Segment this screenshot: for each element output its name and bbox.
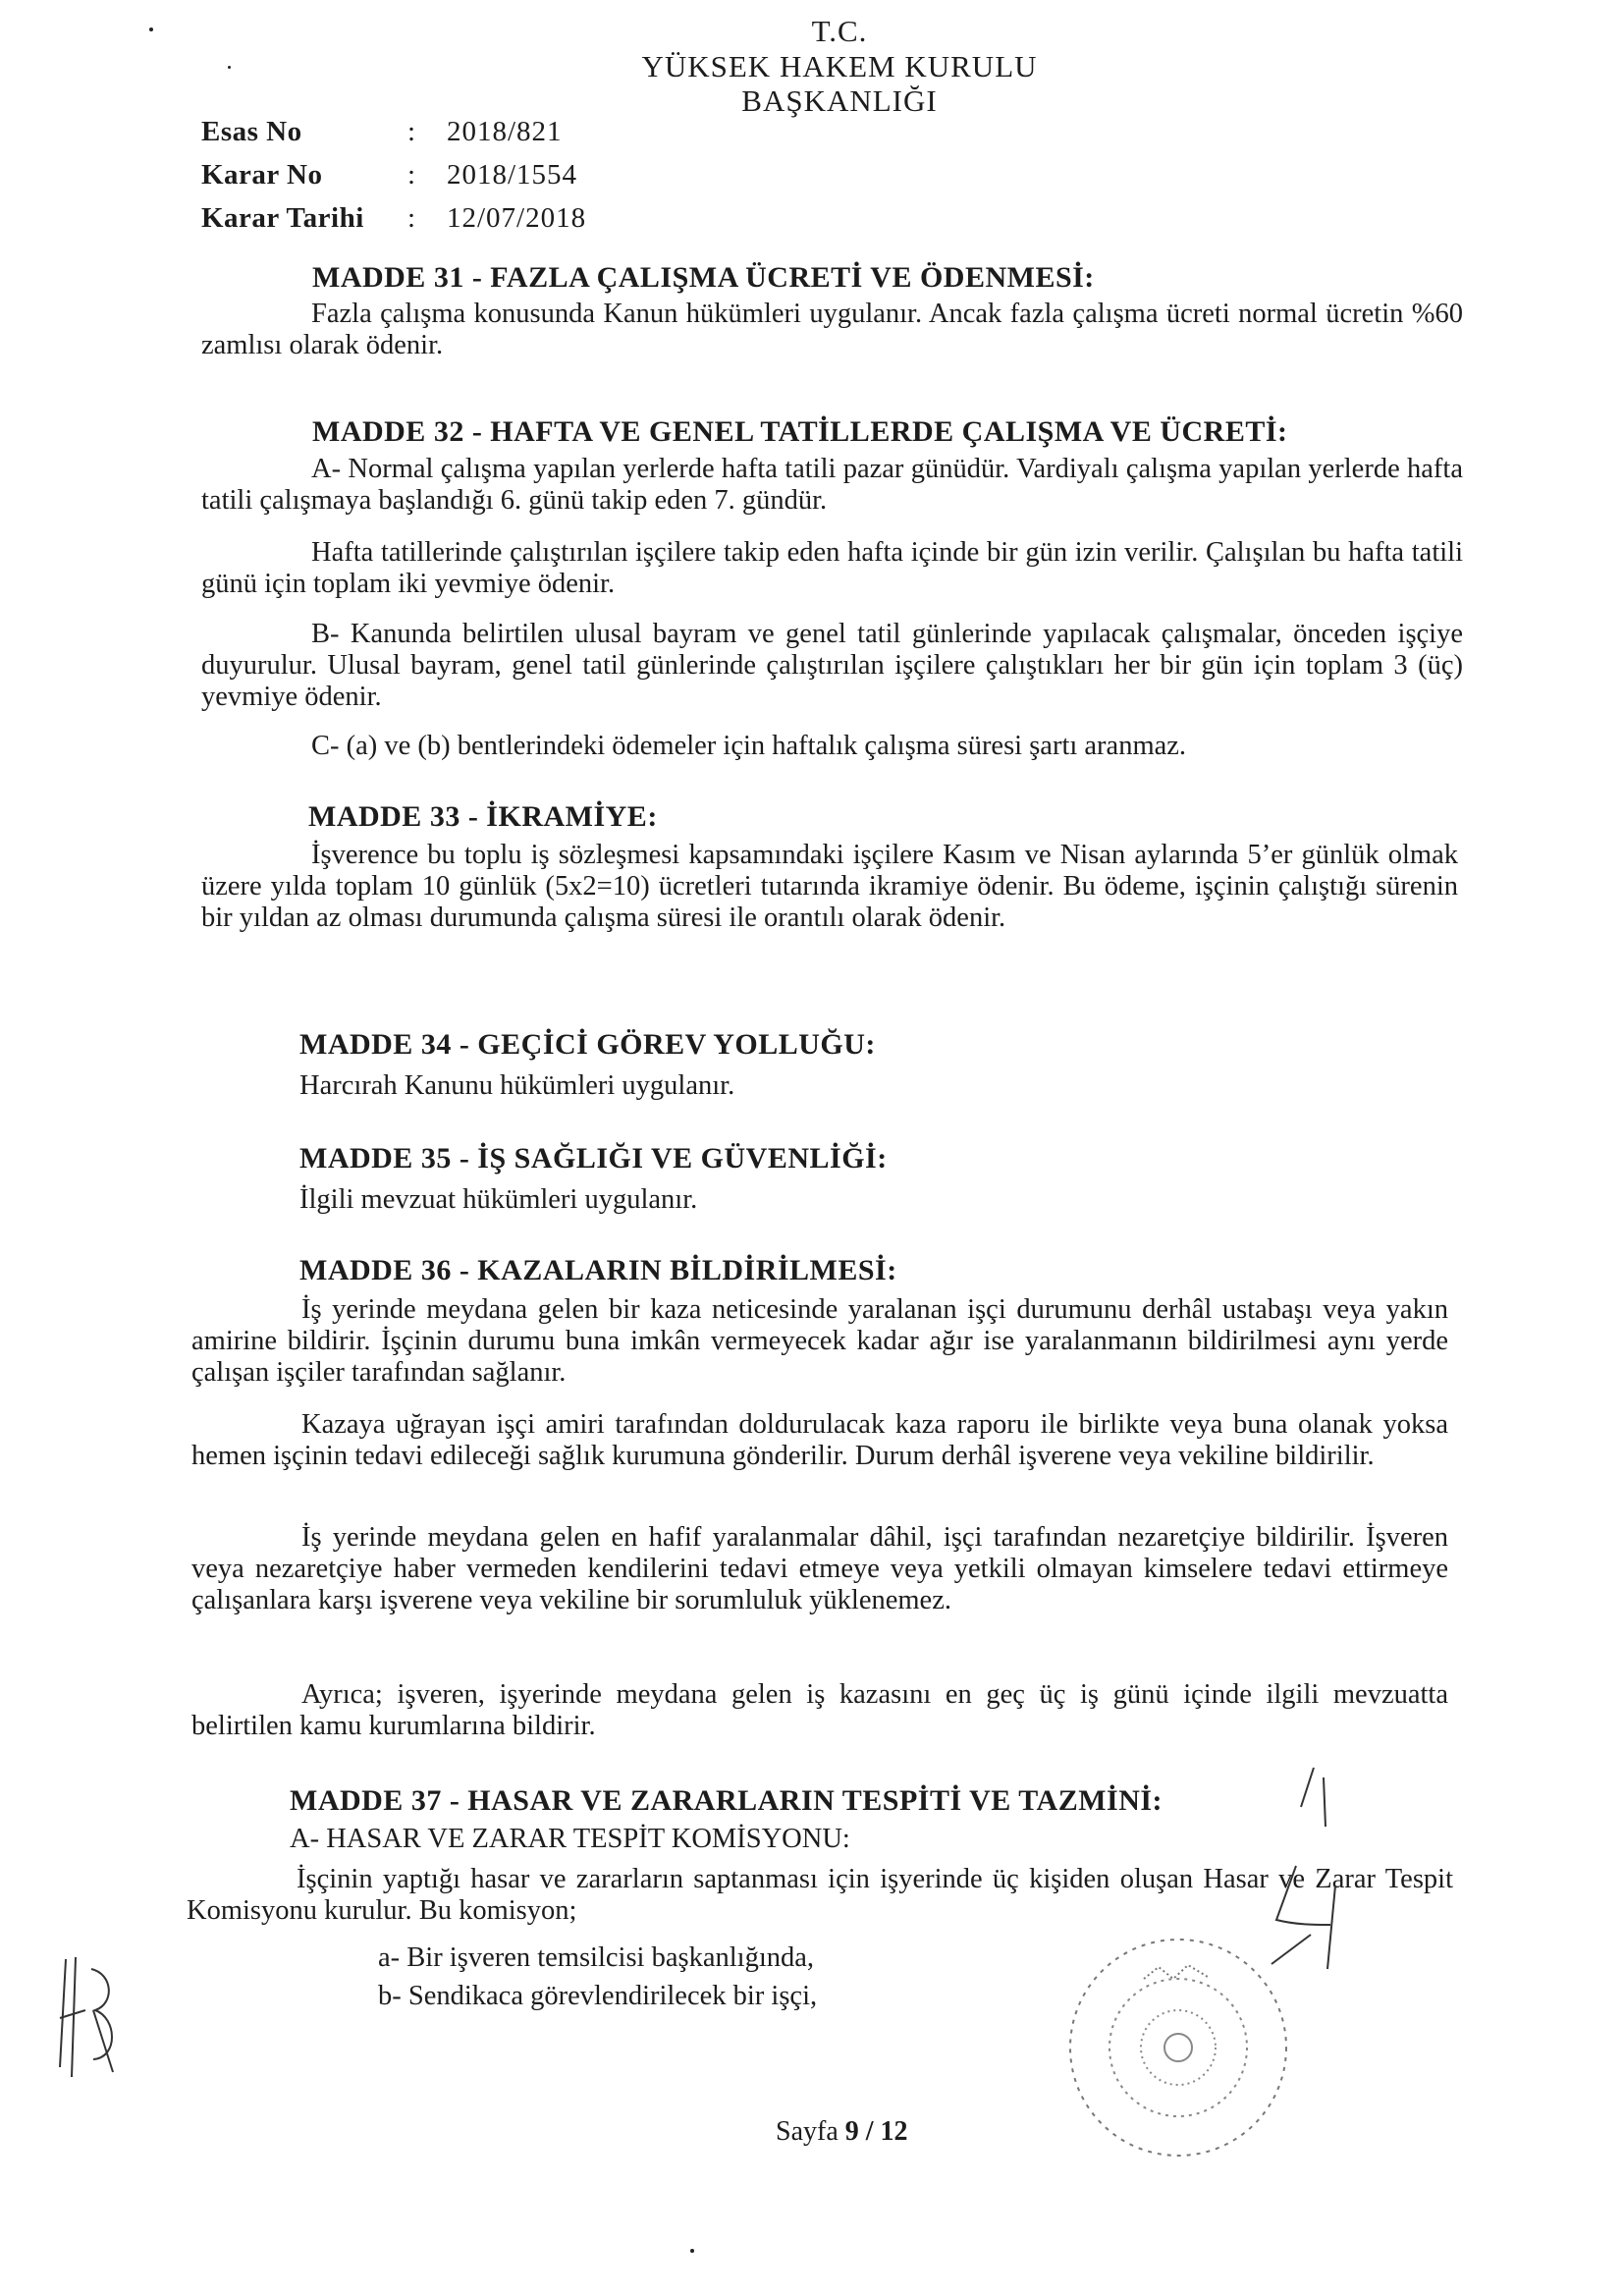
page-current: 9 bbox=[844, 2116, 859, 2147]
meta-label: Karar No bbox=[201, 159, 323, 191]
page-sep: / bbox=[865, 2116, 874, 2147]
article-37-text: İşçinin yaptığı hasar ve zararların saptanması için işyerinde üç kişiden oluşan Hasar ve Zarar Tespit Komisyonu kurulur. Bu komisyon; bbox=[187, 1864, 1453, 1926]
article-32-para-c: C- (a) ve (b) bentlerindeki ödemeler için haftalık çalışma süresi şartı aranmaz. bbox=[311, 731, 1187, 761]
meta-sep: : bbox=[407, 202, 416, 234]
meta-value: 2018/1554 bbox=[447, 159, 578, 191]
meta-sep: : bbox=[407, 159, 416, 191]
article-32-para-b: B- Kanunda belirtilen ulusal bayram ve genel tatil günlerinde yapılacak çalışmalar, önceden işçiye duyurulur. Ulusal bayram, genel tatil günlerinde çalıştırılan işçilere çalıştıkları her bir gün için toplam 3 (üç) yevmiye ödenir. bbox=[201, 619, 1463, 712]
meta-label: Esas No bbox=[201, 116, 302, 147]
meta-value: 2018/821 bbox=[447, 116, 563, 147]
article-33-title: MADDE 33 - İKRAMİYE: bbox=[308, 800, 658, 833]
article-37-title: MADDE 37 - HASAR VE ZARARLARIN TESPİTİ VE TAZMİNİ: bbox=[290, 1784, 1163, 1817]
article-37-subtitle: A- HASAR VE ZARAR TESPİT KOMİSYONU: bbox=[290, 1824, 850, 1854]
page-prefix: Sayfa bbox=[776, 2116, 839, 2147]
handwritten-initials bbox=[54, 1949, 137, 2087]
article-36-para-3: İş yerinde meydana gelen en hafif yaralanmalar dâhil, işçi tarafından nezaretçiye bildirilir. İşveren veya nezaretçiye haber vermeden kendilerini tedavi etmeye veya yetkili olmayan kimselere tedavi ettirmeye çalışanlara karşı işverene veya vekiline bir sorumluluk yüklenemez. bbox=[191, 1522, 1448, 1615]
article-35-title: MADDE 35 - İŞ SAĞLIĞI VE GÜVENLİĞİ: bbox=[299, 1142, 888, 1175]
meta-row-karar bbox=[201, 153, 586, 196]
header-name: YÜKSEK HAKEM KURULU bbox=[641, 48, 1038, 83]
article-32-title: MADDE 32 - HAFTA VE GENEL TATİLLERDE ÇALIŞMA VE ÜCRETİ: bbox=[312, 415, 1288, 448]
article-32-para-a: A- Normal çalışma yapılan yerlerde hafta tatili pazar günüdür. Vardiyalı çalışma yapılan yerlerde hafta tatili çalışmaya başlandığı 6. günü takip eden 7. gündür. bbox=[201, 454, 1463, 516]
article-36-title: MADDE 36 - KAZALARIN BİLDİRİLMESİ: bbox=[299, 1254, 897, 1286]
scan-speck bbox=[149, 27, 153, 31]
article-32-para-2: Hafta tatillerinde çalıştırılan işçilere takip eden hafta içinde bir gün izin verilir. Çalışılan bu hafta tatili günü için toplam iki yevmiye ödenir. bbox=[201, 537, 1463, 599]
article-33-text: İşverence bu toplu iş sözleşmesi kapsamındaki işçilere Kasım ve Nisan aylarında 5’er günlük olmak üzere yılda toplam 10 günlük (5x2=10) ücretleri tutarında ikramiye ödenir. Bu ödeme, işçinin çalıştığı sürenin bir yıldan az olması durumunda çalışma süresi ile orantılı olarak ödenir. bbox=[201, 840, 1458, 933]
article-37-item-a: a- Bir işveren temsilcisi başkanlığında, bbox=[378, 1942, 815, 1973]
page-total: 12 bbox=[880, 2116, 908, 2147]
header-tc: T.C. bbox=[811, 14, 868, 48]
article-36-para-4: Ayrıca; işveren, işyerinde meydana gelen iş kazasını en geç üç iş günü içinde ilgili mevzuatta belirtilen kamu kurumlarına bildirir. bbox=[191, 1679, 1448, 1741]
page-number bbox=[776, 2116, 908, 2148]
header-office: BAŞKANLIĞI bbox=[741, 83, 938, 119]
meta-value: 12/07/2018 bbox=[447, 202, 587, 234]
scan-speck bbox=[228, 66, 231, 69]
scan-speck bbox=[690, 2249, 694, 2253]
meta-row-tarih bbox=[201, 196, 586, 240]
official-stamp bbox=[1051, 1920, 1306, 2175]
institution-header bbox=[545, 14, 1134, 119]
article-34-title: MADDE 34 - GEÇİCİ GÖREV YOLLUĞU: bbox=[299, 1028, 876, 1061]
article-31-title: MADDE 31 - FAZLA ÇALIŞMA ÜCRETİ VE ÖDENMESİ: bbox=[312, 261, 1095, 294]
meta-row-esas bbox=[201, 110, 586, 153]
article-31-text: Fazla çalışma konusunda Kanun hükümleri uygulanır. Ancak fazla çalışma ücreti normal ücretin %60 zamlısı olarak ödenir. bbox=[201, 299, 1463, 360]
meta-sep: : bbox=[407, 116, 416, 147]
article-36-para-1: İş yerinde meydana gelen bir kaza neticesinde yaralanan işçi durumunu derhâl ustabaşı veya yakın amirine bildirir. İşçinin durumu buna imkân vermeyecek kadar ağır ise yaralanmanın bildirilmesi aynı yerde çalışan işçiler tarafından sağlanır. bbox=[191, 1294, 1448, 1388]
article-37-item-b: b- Sendikaca görevlendirilecek bir işçi, bbox=[378, 1981, 818, 2011]
article-34-text: Harcırah Kanunu hükümleri uygulanır. bbox=[299, 1070, 735, 1101]
article-36-para-2: Kazaya uğrayan işçi amiri tarafından doldurulacak kaza raporu ile birlikte veya buna olanak yoksa hemen işçinin tedavi edileceği sağlık kurumuna gönderilir. Durum derhâl işverene veya vekiline bildirilir. bbox=[191, 1409, 1448, 1471]
case-meta bbox=[201, 110, 586, 240]
meta-label: Karar Tarihi bbox=[201, 202, 364, 234]
article-35-text: İlgili mevzuat hükümleri uygulanır. bbox=[299, 1184, 698, 1215]
